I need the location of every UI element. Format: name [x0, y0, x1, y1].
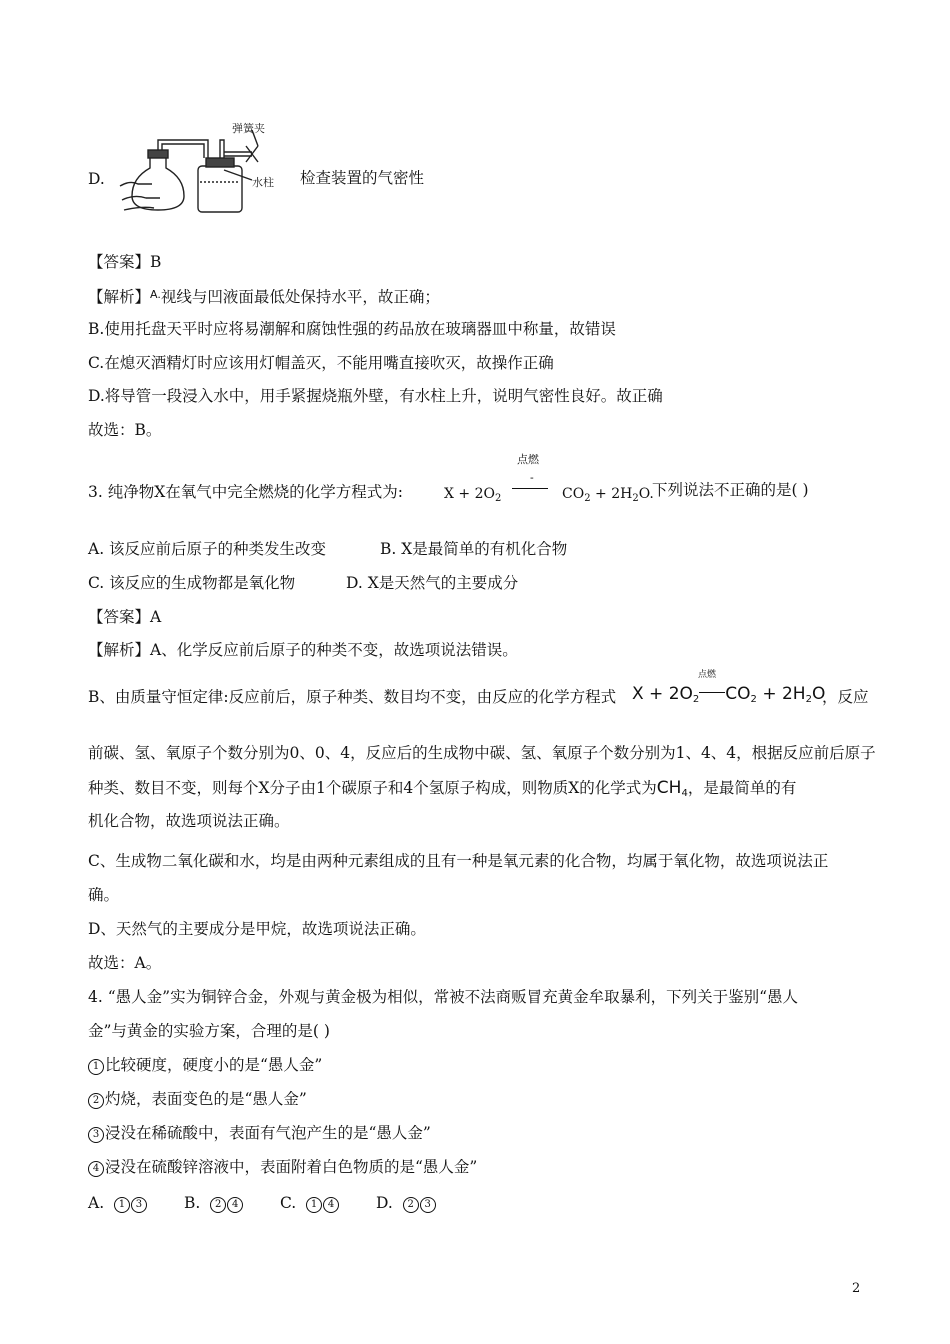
q3-analysis-b-line2: 前碳、氢、氧原子个数分别为0、0、4，反应后的生成物中碳、氢、氧原子个数分别为1、4、4，根据反应前后原子 — [88, 744, 876, 762]
q4-item: 4 浸没在硫酸锌溶液中，表面附着白色物质的是“愚人金” — [88, 1160, 477, 1177]
q2-conclusion: 故选：B。 — [88, 421, 162, 439]
q3-option-d: D. X是天然气的主要成分 — [346, 574, 519, 592]
q3-equation-dash: - — [530, 471, 534, 484]
q2-analysis-b: B.使用托盘天平时应将易潮解和腐蚀性强的药品放在玻璃器皿中称量，故错误 — [88, 320, 616, 338]
q3-analysis-b-line1-end: ，反应 — [822, 688, 869, 706]
q4-stem-line1: 4. “愚人金”实为铜锌合金，外观与黄金极为相似，常被不法商贩冒充黄金牟取暴利，下列关于鉴别“愚人 — [88, 988, 798, 1006]
q4-option-a: A. 1 3 — [88, 1196, 148, 1213]
q2-analysis-a: 【解析】$^{A.}$视线与凹液面最低处保持水平，故正确； — [88, 288, 440, 306]
q3-analysis-b-line1: B、由质量守恒定律:反应前后，原子种类、数目均不变，由反应的化学方程式 — [88, 688, 617, 706]
svg-text:水柱: 水柱 — [252, 176, 274, 189]
q3-analysis-a: 【解析】A、化学反应前后原子的种类不变，故选项说法错误。 — [88, 641, 518, 659]
q3-analysis-eq-condition: 点燃 — [698, 670, 717, 680]
q3-option-c: C. 该反应的生成物都是氧化物 — [88, 574, 296, 592]
q3-answer: 【答案】A — [88, 608, 162, 626]
q2-analysis-d: D.将导管一段浸入水中，用手紧握烧瓶外壁，有水柱上升，说明气密性良好。故正确 — [88, 387, 663, 405]
q2-option-d-label: D. — [88, 170, 105, 188]
q3-analysis-b-line3: 种类、数目不变，则每个X分子由1个碳原子和4个氢原子构成，则物质X的化学式为$CH_4$，是最简单的有 — [88, 778, 797, 799]
q3-stem: 3. 纯净物X在氧气中完全燃烧的化学方程式为: — [88, 483, 403, 501]
q4-option-b: B. 2 4 — [184, 1196, 244, 1213]
q3-option-b: B. X是最简单的有机化合物 — [380, 540, 568, 558]
svg-text:弹簧夹: 弹簧夹 — [232, 122, 265, 135]
q3-analysis-equation: $X + 2O_2$ $CO_2 + 2H_2O$ — [632, 684, 826, 705]
q3-equation-right: $CO_2 + 2H_2O$. — [562, 486, 654, 504]
q3-equation-left: $X + 2O_2$ — [444, 486, 502, 504]
q3-analysis-d: D、天然气的主要成分是甲烷，故选项说法正确。 — [88, 920, 426, 938]
q2-option-d-caption: 检查装置的气密性 — [300, 169, 425, 187]
airtightness-apparatus-figure — [112, 118, 292, 218]
q3-tail: 下列说法不正确的是( ) — [652, 481, 809, 499]
q4-option-c: C. 1 4 — [280, 1196, 340, 1213]
q3-equation-condition: 点燃 — [517, 453, 539, 466]
q4-option-d: D. 2 3 — [376, 1196, 437, 1213]
q2-answer: 【答案】B — [88, 253, 162, 271]
q3-equation-line — [512, 488, 548, 489]
q3-analysis-b-line4: 机化合物，故选项说法正确。 — [88, 812, 290, 830]
q3-analysis-c-line1: C、生成物二氧化碳和水，均是由两种元素组成的且有一种是氧元素的化合物，均属于氧化物，故选项说法正 — [88, 852, 829, 870]
page-number: 2 — [852, 1281, 861, 1296]
q4-item: 1 比较硬度，硬度小的是“愚人金” — [88, 1058, 322, 1075]
q4-item: 3 浸没在稀硫酸中，表面有气泡产生的是“愚人金” — [88, 1126, 431, 1143]
q2-analysis-c: C.在熄灭酒精灯时应该用灯帽盖灭，不能用嘴直接吹灭，故操作正确 — [88, 354, 554, 372]
q4-item: 2 灼烧，表面变色的是“愚人金” — [88, 1092, 307, 1109]
q3-conclusion: 故选：A。 — [88, 954, 162, 972]
q3-option-a: A. 该反应前后原子的种类发生改变 — [88, 540, 327, 558]
q3-analysis-c-line2: 确。 — [88, 886, 120, 904]
q4-stem-line2: 金”与黄金的实验方案，合理的是( ) — [88, 1022, 330, 1040]
